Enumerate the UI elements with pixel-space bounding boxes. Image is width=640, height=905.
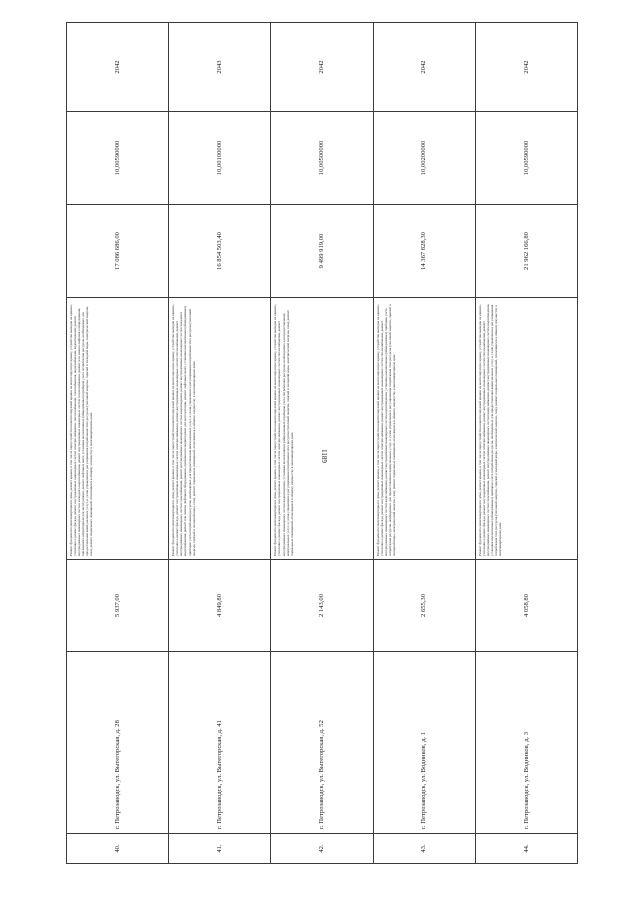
address-cell: г. Петрозаводск, ул. Вытегорская, д. 41 [169, 652, 271, 834]
row-number-cell: 41. [169, 834, 271, 864]
cost-cell: 21 962 166,80 [475, 205, 577, 298]
works-cell: Ремонт фундамента многоквартирного дома, ремонт крыши, в том числе переустройство невентилируемой крыши на вентилируемую крышу, устройство выходов на кровлю, утепление и ремонт фасада, ремонт внутридомовых инженерных систем электроснабжения, ремонт внутридомовых инженерных систем теплоснабжения, ремонт внутридомовых инженерных систем газоснабжения, ремонт внутридомовых инженерных систем водоотведения, ремонт внутридомовых инженерных систем холодного водоснабжения, ремонт или замена лифтового оборудования, признанного непригодным для эксплуатации, ремонт лифтовых шахт, установка коллективных (общедомовых) приборов учета потребления ресурсов, необходимых для предоставления коммунальных услуг, и узлов управления и регулирования потребления этих ресурсов (тепловой энергии, горячей и холодной воды, газа), ремонт подвальных помещений, относящихся к общему имуществу в многоквартирном доме [169, 298, 271, 560]
page-number: 1189 [320, 449, 328, 463]
row-number-cell: 43. [373, 834, 475, 864]
year-cell: 2042 [373, 23, 475, 112]
row-number-cell: 40. [67, 834, 169, 864]
address-cell: г. Петрозаводск, ул. Водников, д. 1 [373, 652, 475, 834]
rate-cell: 10,00590000 [475, 112, 577, 205]
row-number-cell: 42. [271, 834, 373, 864]
rate-cell: 10,00500000 [271, 112, 373, 205]
table-row [373, 23, 475, 864]
cost-cell: 14 367 828,30 [373, 205, 475, 298]
area-cell: 2 655,30 [373, 560, 475, 652]
year-cell: 2043 [169, 23, 271, 112]
year-cell: 2042 [475, 23, 577, 112]
year-cell: 2042 [271, 23, 373, 112]
address-cell: г. Петрозаводск, ул. Водников, д. 3 [475, 652, 577, 834]
table-row [475, 23, 577, 864]
row-number-cell: 44. [475, 834, 577, 864]
cost-cell: 9 499 919,00 [271, 205, 373, 298]
address-cell: г. Петрозаводск, ул. Вытегорская, д. 52 [271, 652, 373, 834]
cost-cell: 16 854 503,40 [169, 205, 271, 298]
area-cell: 4 058,80 [475, 560, 577, 652]
works-cell: Ремонт фундамента многоквартирного дома, ремонт крыши, в том числе переустройство невентилируемой крыши на вентилируемую крышу, устройство выходов на кровлю, утепление и ремонт фасада, ремонт внутридомовых инженерных систем электроснабжения, ремонт внутридомовых инженерных систем теплоснабжения, ремонт внутридомовых инженерных систем водоотведения, установка коллективных (общедомовых) приборов учета потребления ресурсов, необходимых для предоставления коммунальных услуг, и узлов управления и регулирования потребления этих ресурсов (тепловой энергии, горячей и холодной воды, электрической энергии, газа), ремонт подвальных помещений, относящихся к общему имуществу в многоквартирном доме [271, 298, 373, 560]
table-row [271, 23, 373, 864]
area-cell: 2 143,00 [271, 560, 373, 652]
works-cell: Ремонт фундамента многоквартирного дома, ремонт крыши, в том числе переустройство невентилируемой крыши на вентилируемую крышу, устройство выходов на кровлю, утепление и ремонт фасада, ремонт внутридомовых инженерных систем электроснабжения, ремонт внутридомовых инженерных систем теплоснабжения, ремонт внутридомовых инженерных систем газоснабжения, ремонт внутридомовых инженерных систем водоснабжения, ремонт внутридомовых инженерных систем водоотведения, установка коллективных (общедомовых) приборов учета потребления ресурсов, необходимых для предоставления коммунальных услуг, и узлов управления и регулирования потребления этих ресурсов (тепловой энергии, горячей и холодной воды, электрической энергии, газа), ремонт подвальных помещений, относящихся к общему имуществу в многоквартирном доме [475, 298, 577, 560]
table-row [169, 23, 271, 864]
cost-cell: 17 086 686,00 [67, 205, 169, 298]
rate-cell: 10,00100000 [169, 112, 271, 205]
works-cell: Ремонт фундамента многоквартирного дома, ремонт крыши, в том числе переустройство невентилируемой крыши на вентилируемую крышу, устройство выходов на кровлю, утепление и ремонт фасада, ремонт внутридомовых инженерных систем электроснабжения, теплоснабжения, газоснабжения, водоснабжения, водоотведения, ремонт внутридомовых инженерных систем холодного водоснабжения, ремонт внутридомовых инженерных систем теплоснабжения, ремонт или замена лифтового оборудования, признанного непригодным для эксплуатации, ремонт лифтовых шахт, установка коллективных (общедомовых) приборов учета потребления ресурсов, необходимых для предоставления коммунальных услуг, и узлов управления и регулирования потребления этих ресурсов (тепловой энергии, горячей и холодной воды, электрической энергии, газа), ремонт подвальных помещений, относящихся к общему имуществу в многоквартирном доме [67, 298, 169, 560]
table-row [67, 23, 169, 864]
rate-cell: 10,00200000 [373, 112, 475, 205]
area-cell: 4 849,80 [169, 560, 271, 652]
rotated-page-content [66, 60, 577, 864]
rate-cell: 10,00590000 [67, 112, 169, 205]
year-cell: 2042 [67, 23, 169, 112]
area-cell: 5 937,00 [67, 560, 169, 652]
works-cell: Ремонт фундамента многоквартирного дома, ремонт крыши, в том числе переустройство невентилируемой крыши на вентилируемую крышу, устройство выходов на кровлю, утепление и ремонт фасада, ремонт внутридомовых инженерных систем электроснабжения, ремонт внутридомовых инженерных систем теплоснабжения, ремонт внутридомовых инженерных систем водоснабжения, ремонт внутридомовых инженерных систем водоотведения, установка коллективных (общедомовых) приборов учета потребления ресурсов, необходимых для предоставления коммунальных услуг, и узлов управления и регулирования потребления этих ресурсов (тепловой энергии, горячей и холодной воды, электрической энергии, газа), ремонт подвальных помещений, относящихся к общему имуществу в многоквартирном доме [373, 298, 475, 560]
repair-program-table [66, 22, 578, 864]
address-cell: г. Петрозаводск, ул. Вытегорская, д. 28 [67, 652, 169, 834]
document-table-area [66, 60, 577, 864]
